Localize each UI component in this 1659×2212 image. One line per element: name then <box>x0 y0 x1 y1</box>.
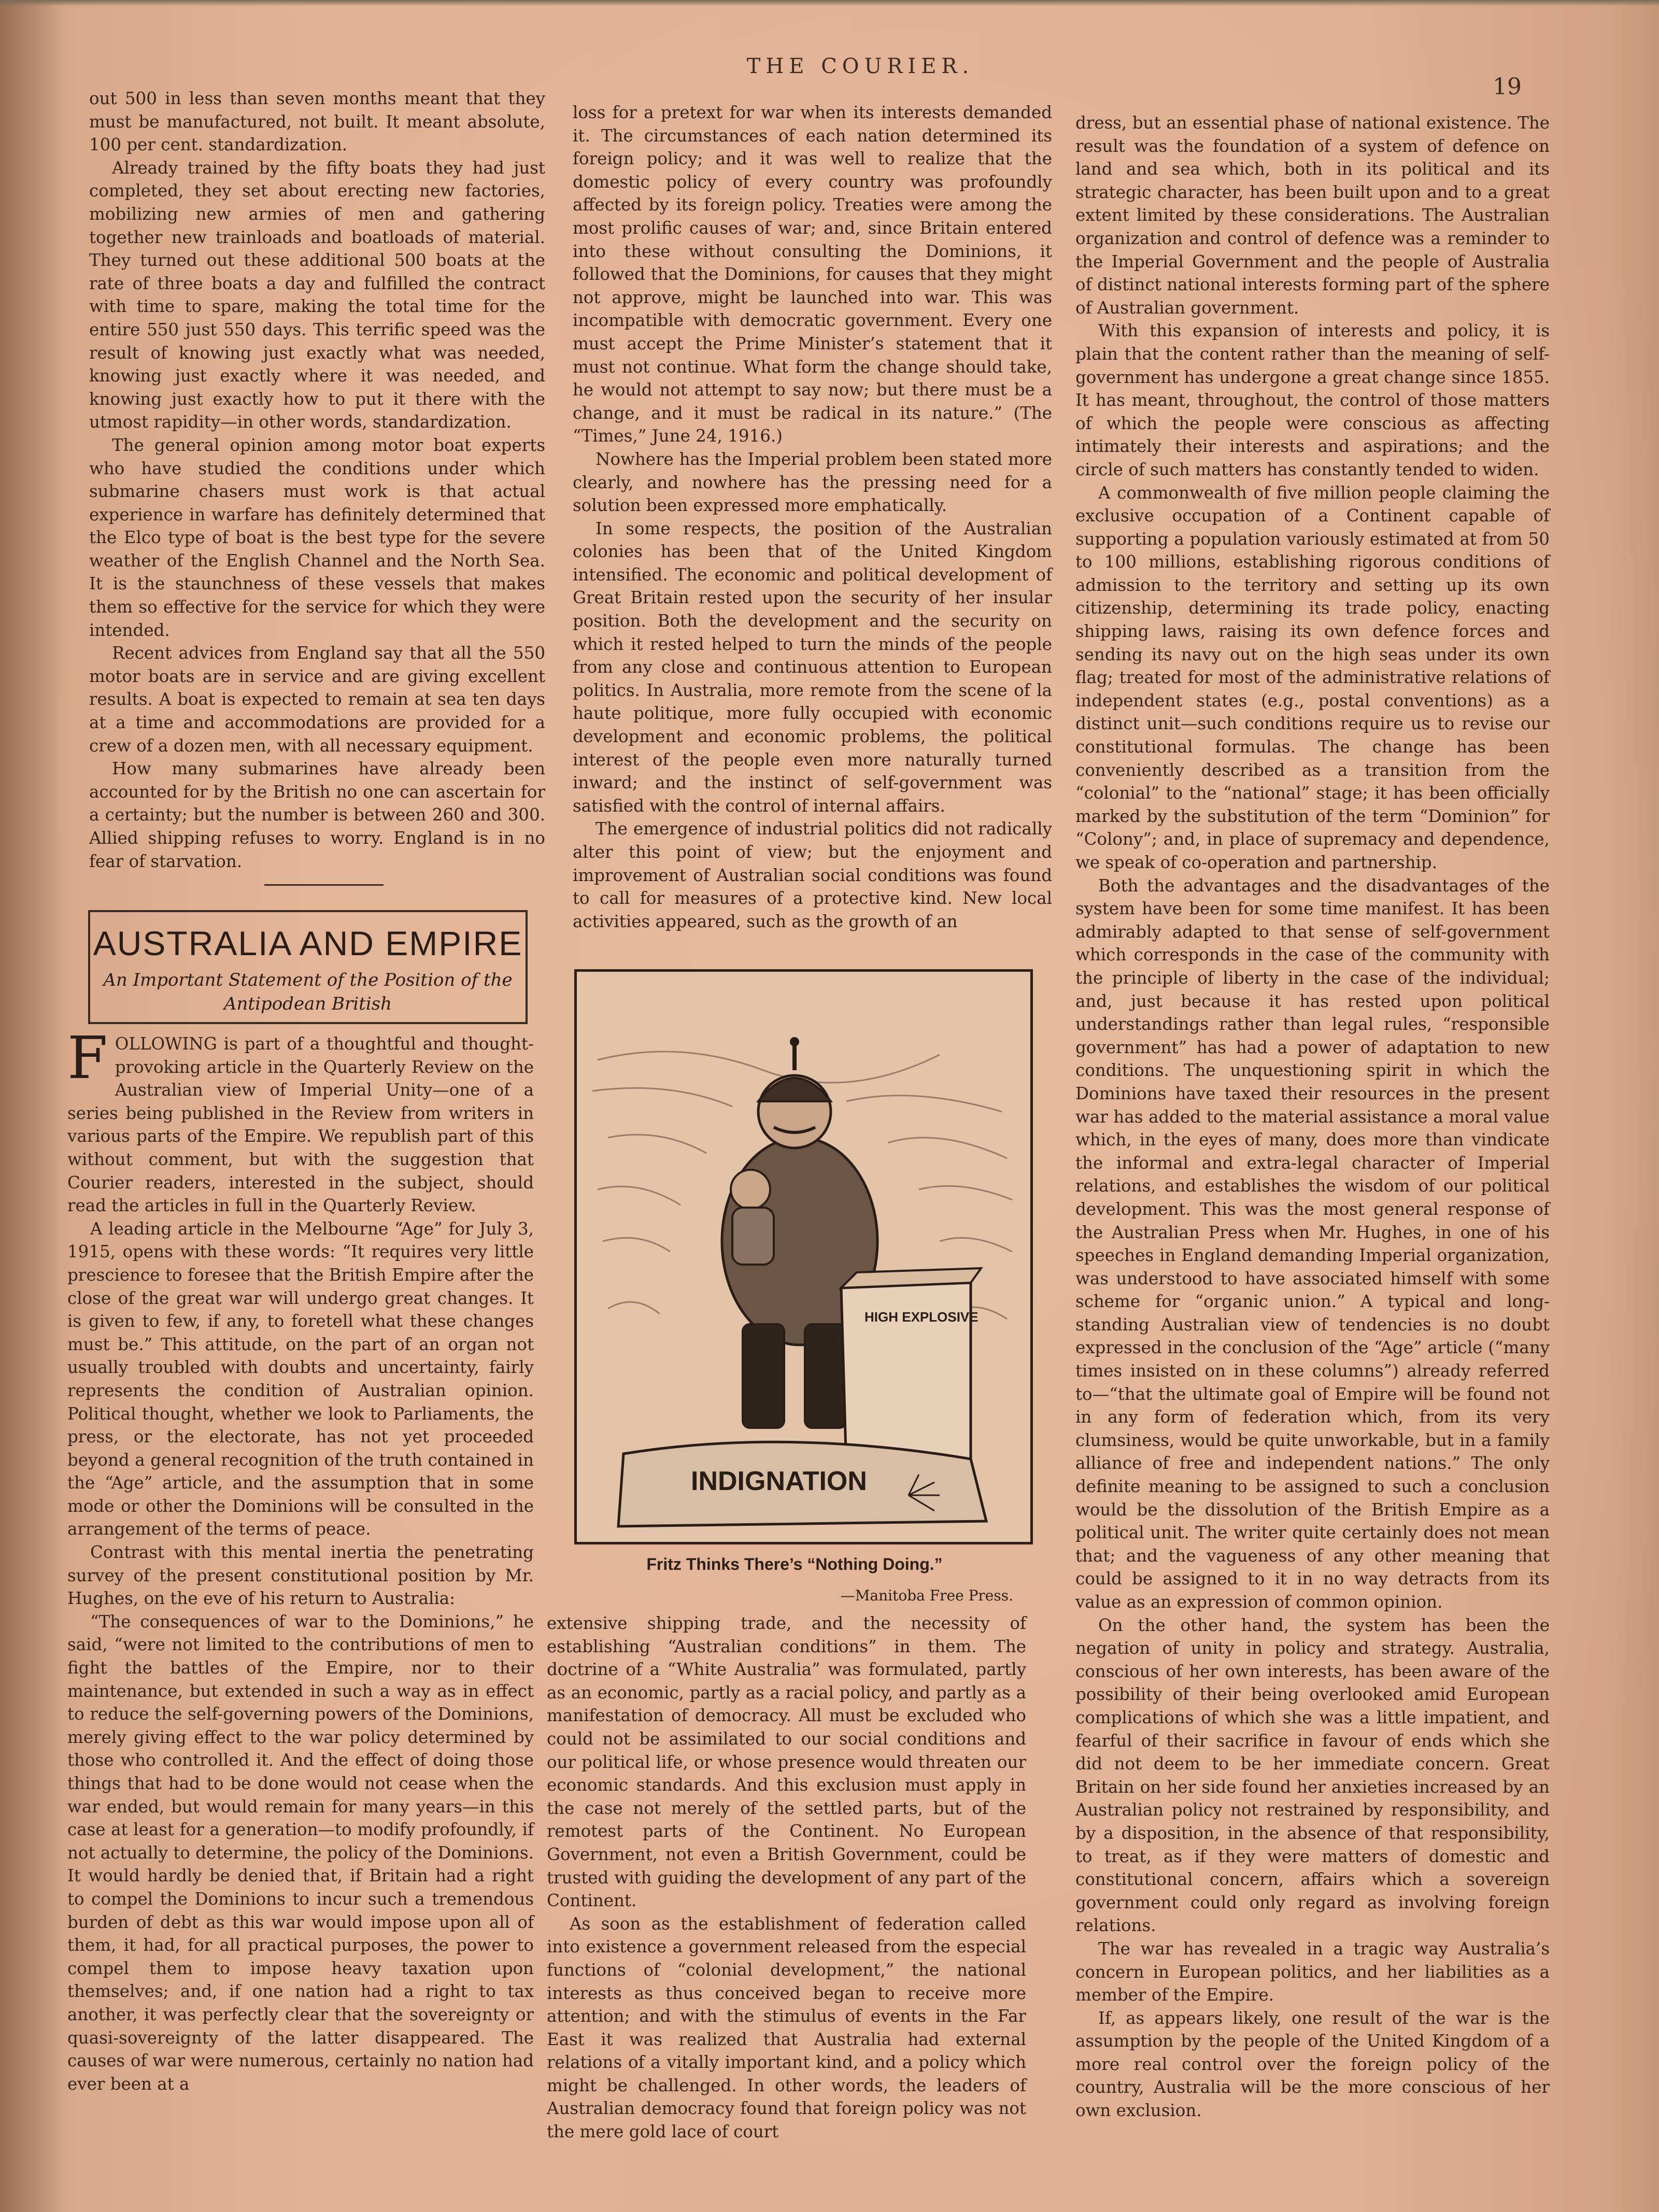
paragraph: A leading article in the Melbourne “Age” for July 3, 1915, opens with these words: “It requires very little prescience to foresee that the British Empire after the close of the great war will undergo great changes. It is given to few, if any, to foretell what these changes must be.” This attitude, on the part of an organ not usually troubled with doubts and uncertainty, fairly represents the condition of Australian opinion. Political thought, whether we look to Parliaments, the press, or the electorate, has not yet proceeded beyond a general recognition of the truth contained in the “Age” article, and the assumption that in some mode or other the Dominions will be consulted in the arrangement of the terms of peace. <box>67 1218 534 1539</box>
page-top-edge <box>0 0 1659 6</box>
drop-cap: F <box>67 1025 108 1092</box>
intro-text: OLLOWING is part of a thoughtful and thought-provoking article in the Quarterly Review on the Australian view of Imperial Unity—one of a series being published in the Review from writers in various parts of the Empire. We republish part of this without comment, but with the suggestion that Courier readers, interested in the subject, should read the articles in full in the Quarterly Review. <box>67 1034 534 1216</box>
article-deck <box>90 968 526 1016</box>
cartoon-caption: Fritz Thinks There’s “Nothing Doing.” <box>646 1555 943 1573</box>
section-divider <box>264 884 384 886</box>
cartoon-sign-top: HIGH EXPLOSIVE <box>864 1309 979 1325</box>
paragraph: out 500 in less than seven months meant that they must be manufactured, not built. It meant absolute, 100 per cent. standardization. <box>89 89 545 155</box>
paragraph: A commonwealth of five million people claiming the exclusive occupation of a Continent capable of supporting a population variously estimated at from 50 to 100 millions, establishing rigorous conditions of admission to the territory and setting up its own citizenship, determining its trade policy, enacting shipping laws, raising its own defence forces and sending its navy out on the high seas under its own flag; treated for most of the administrative relations of independent states (e.g., postal conventions) as a distinct unit—such conditions require us to revise our constitutional formulas. The change has been conveniently described as a transition from the “colonial” to the “national” stage; it has been officially marked by the substitution of the term “Dominion” for “Colony”; and, in place of supremacy and dependence, we speak of co-operation and partnership. <box>1075 483 1550 872</box>
paragraph: Contrast with this mental inertia the penetrating survey of the present constitutional position by Mr. Hughes, on the eve of his return to Australia: <box>67 1542 534 1609</box>
column-1-bottom <box>67 1025 534 2095</box>
paragraph: The emergence of industrial politics did not radically alter this point of view; but the enjoyment and improvement of Australian social conditions was found to call for measures of a protective kind. New local activities appeared, such as the growth of an <box>573 819 1052 931</box>
paragraph: With this expansion of interests and policy, it is plain that the content rather than the meaning of self-government has undergone a great change since 1855. It has meant, throughout, the control of those matters of which the people were conscious as affecting intimately their interests and aspirations; and the circle of such matters has constantly tended to widen. <box>1075 321 1550 479</box>
cartoon-drawing <box>577 972 1030 1542</box>
paragraph: As soon as the establishment of federation called into existence a government released from the especial functions of “colonial development,” the national interests as thus conceived began to receive more attention; and with the stimulus of events in the Far East it was realized that Australia had external relations of a vitally important kind, and a policy which might be challenged. In other words, the leaders of Australian democracy found that foreign policy was not the mere gold lace of court <box>547 1913 1026 2142</box>
article-deck-line: Antipodean British <box>223 994 392 1014</box>
column-1-top <box>89 87 545 873</box>
paragraph: The war has revealed in a tragic way Australia’s concern in European politics, and her liabilities as a member of the Empire. <box>1075 1938 1550 2005</box>
paragraph: In some respects, the position of the Australian colonies has been that of the United Kingdom intensified. The economic and political development of Great Britain rested upon the security of her insular position. Both the development and the security on which it rested helped to turn the minds of the people from any close and continuous attention to European politics. In Australia, more remote from the scene of la haute politique, more fully occupied with economic development and economic problems, the political interest of the people even more naturally turned inward; and the instinct of self-government was satisfied with the control of internal affairs. <box>573 518 1052 816</box>
running-title: THE COURIER. <box>746 54 974 78</box>
page-number: 19 <box>1493 74 1522 100</box>
cartoon-sign-main: INDIGNATION <box>691 1466 867 1496</box>
article-headline: AUSTRALIA AND EMPIRE <box>93 924 523 962</box>
article-intro <box>67 1025 534 1217</box>
paragraph: If, as appears likely, one result of the war is the assumption by the people of the United Kingdom of a more real control over the foreign policy of the country, Australia will be the more conscious of her own exclusion. <box>1075 2008 1550 2121</box>
column-2-bottom <box>547 1612 1026 2144</box>
column-2-top <box>573 101 1052 933</box>
paragraph: On the other hand, the system has been the negation of unity in policy and strategy. Australia, conscious of her own interests, has been aware of the possibility of their being overlooked amid European complications of which she was a little impatient, and fearful of their sacrifice in favour of ends which she did not deem to be her immediate concern. Great Britain on her side found her anxieties increased by an Australian policy not restrained by responsibility, and by a disposition, in the absence of that responsibility, to treat, as if they were matters of domestic and constitutional concern, affairs which a sovereign government could only regard as involving foreign relations. <box>1075 1615 1550 1936</box>
article-deck-line: An Important Statement of the Position of the <box>103 970 513 990</box>
paragraph: Nowhere has the Imperial problem been stated more clearly, and nowhere has the pressing need for a solution been expressed more emphatically. <box>573 449 1052 516</box>
paragraph: How many submarines have already been accounted for by the British no one can ascertain for a certainty; but the number is between 260 and 300. Allied shipping refuses to worry. England is in no fear of starvation. <box>89 759 545 871</box>
paragraph: loss for a pretext for war when its interests demanded it. The circumstances of each nation determined its foreign policy; and it was well to realize that the domestic policy of every country was profoundly affected by its foreign policy. Treaties were among the most prolific causes of war; and, since Britain entered into these without consulting the Dominions, it followed that the Dominions, for causes that they might not approve, might be launched into war. This was incompatible with democratic government. Every one must accept the Prime Minister’s statement that it must not continue. What form the change should take, he would not attempt to say now; but there must be a change, and it must be radical in its nature.” (The “Times,” June 24, 1916.) <box>573 103 1052 446</box>
paragraph: Recent advices from England say that all the 550 motor boats are in service and are giving excellent results. A boat is expected to remain at sea ten days at a time and accommodations are provided for a crew of a dozen men, with all necessary equipment. <box>89 643 545 756</box>
column-3 <box>1075 111 1550 2122</box>
cartoon-credit: —Manitoba Free Press. <box>840 1587 1013 1604</box>
paragraph: extensive shipping trade, and the necessity of establishing “Australian conditions” in them. The doctrine of a “White Australia” was formulated, partly as an economic, partly as a racial policy, and partly as a manifestation of democracy. All must be excluded who could not be assimilated to our social conditions and our political life, or whose presence would threaten our economic standards. And this exclusion must apply in the case not merely of the settled parts, but of the remotest parts of the Continent. No European Government, not even a British Government, could be trusted with guiding the development of any part of the Continent. <box>547 1613 1026 1911</box>
paragraph: Already trained by the fifty boats they had just completed, they set about erecting new factories, mobilizing new armies of men and gathering together new trainloads and boatloads of material. They turned out these additional 500 boats at the rate of three boats a day and fulfilled the contract with time to spare, making the total time for the entire 550 just 550 days. This terrific speed was the result of knowing just exactly what was needed, knowing just exactly where it was needed, and knowing just exactly how to put it there with the utmost rapidity—in other words, standardization. <box>89 158 545 432</box>
paragraph: “The consequences of war to the Dominions,” he said, “were not limited to the contributions of men to fight the battles of the Empire, nor to their maintenance, but extended in such a way as in effect to reduce the self-governing powers of the Dominions, merely giving effect to the war policy determined by those who controlled it. And the effect of doing those things that had to be done would not cease when the war ended, but would remain for many years—in this case at least for a generation—to modify profoundly, if not actually to determine, the policy of the Dominions. It would hardly be denied that, if Britain had a right to compel the Dominions to incur such a tremendous burden of debt as this war would impose upon all of them, it had, for all practical purposes, the power to compel them to impose heavy taxation upon themselves; and, if one nation had a right to tax another, it was perfectly clear that the sovereignty or quasi-sovereignty of the latter disappeared. The causes of war were numerous, certainly no nation had ever been at a <box>67 1611 534 2094</box>
paragraph: Both the advantages and the disadvantages of the system have been for some time manifest. It has been admirably adapted to that sense of self-government which corresponds in the case of the community with the principle of liberty in the case of the individual; and, just because it has rested upon political understandings rather than legal rules, “responsible government” has had a power of adaptation to new conditions. The unquestioning spirit in which the Dominions have taxed their resources in the present war has added to the material assistance a moral value which, in the eyes of many, does more than vindicate the informal and extra-legal character of Imperial relations, and establishes the wisdom of our political development. This was the most general response of the Australian Press when Mr. Hughes, in one of his speeches in England demanding Imperial organization, was understood to have associated himself with some scheme for “organic union.” A typical and long-standing Australian view of tendencies is no doubt expressed in the conclusion of the “Age” article (“many times insisted on in these columns”) already referred to—“that the ultimate goal of Empire will be found not in any form of federation which, from its very clumsiness, would be quite unworkable, but in a family alliance of free and independent nations.” The only definite meaning to be assigned to such a conclusion would be the dissolution of the British Empire as a political unit. The writer quite certainly does not mean that; and the vagueness of any other meaning that could be assigned to it in no way detracts from its value as an expression of common opinion. <box>1075 875 1550 1612</box>
editorial-cartoon <box>574 969 1033 1544</box>
paragraph: The general opinion among motor boat experts who have studied the conditions under which submarine chasers must work is that actual experience in warfare has definitely determined that the Elco type of boat is the best type for the severe weather of the English Channel and the North Sea. It is the staunchness of these vessels that makes them so effective for the service for which they were intended. <box>89 435 545 640</box>
article-title-box <box>88 910 528 1024</box>
paragraph: dress, but an essential phase of national existence. The result was the foundation of a system of defence on land and sea which, both in its political and its strategic character, has been built upon and to a great extent limited by these considerations. The Australian organization and control of defence was a reminder to the Imperial Government and the people of Australia of distinct national interests forming part of the sphere of Australian government. <box>1075 113 1550 318</box>
